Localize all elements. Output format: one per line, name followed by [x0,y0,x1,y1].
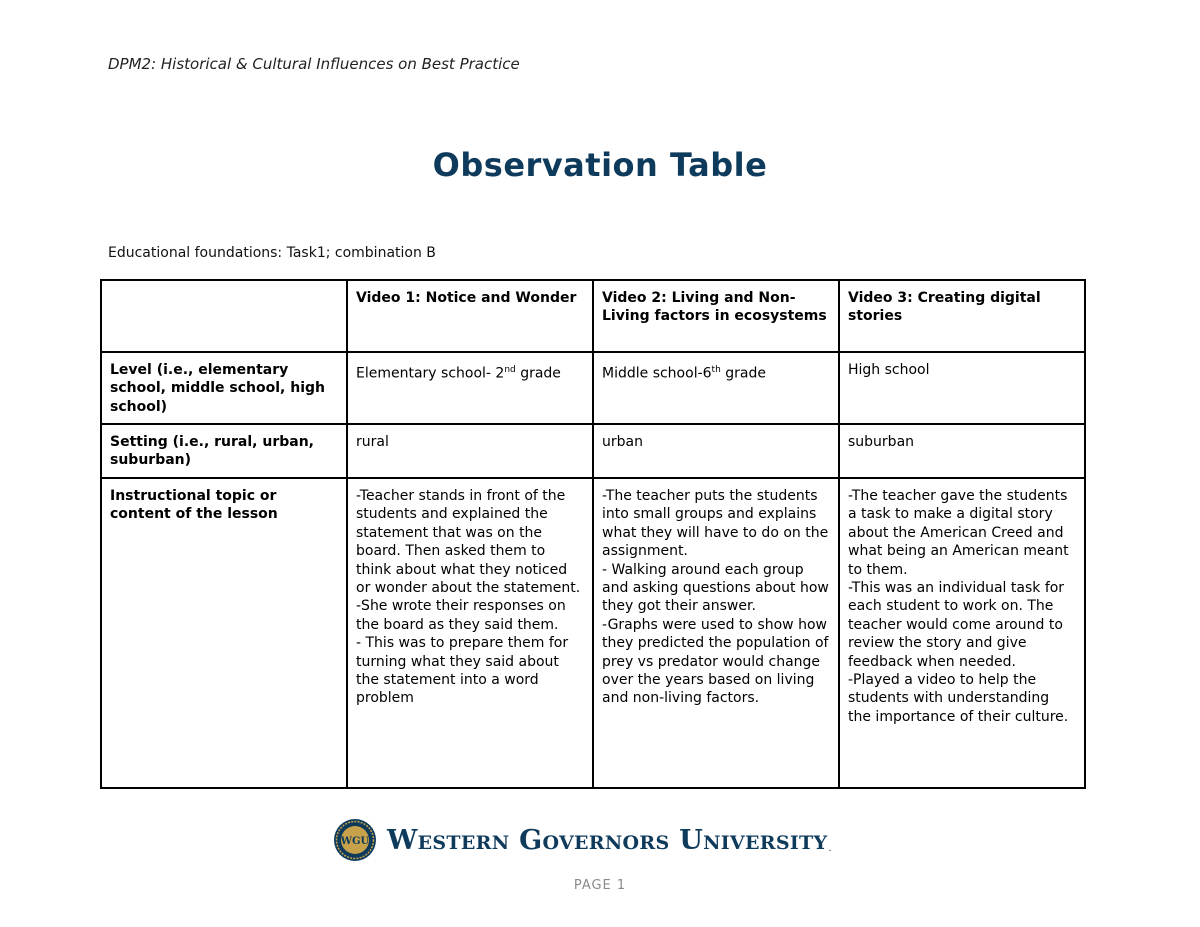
header-cell-video-3: Video 3: Creating digital stories [839,280,1085,352]
page-number: PAGE 1 [573,878,627,893]
table-row-topic [101,478,1085,788]
cell-setting-video-2: urban [593,424,839,478]
cell-setting-video-3: suburban [839,424,1085,478]
level-v1-text: Elementary school- 2 [356,365,505,382]
cell-topic-video-3: -The teacher gave the students a task to make a digital story about the American Creed and what being an American meant to them. -This was an individual task for each student to work on. The teacher would come around to review the story and give feedback when needed. -Played a video to help the students with understanding the importance of their culture. [839,478,1085,788]
level-v2-text: Middle school-6 [602,365,712,382]
trademark-mark: . [828,843,832,854]
cell-topic-video-2: -The teacher puts the students into small groups and explains what they will have to do on the assignment. - Walking around each group and asking questions about how they got their answer. -Graphs were used to show how they predicted the population of prey vs predator would change over the years based on living and non-living factors. [593,478,839,788]
level-v2-superscript: th [711,365,721,375]
document-subtitle: Educational foundations: Task1; combination B [108,245,436,261]
university-seal-icon [333,818,377,862]
table-row-setting [101,424,1085,478]
level-v1-superscript: nd [504,365,516,375]
university-wordmark: Western Governors University [387,824,828,856]
row-label-setting: Setting (i.e., rural, urban, suburban) [101,424,347,478]
cell-setting-video-1: rural [347,424,593,478]
university-logo [333,818,832,862]
level-v2-tail: grade [720,365,766,382]
cell-level-video-1 [347,352,593,424]
header-cell-empty [101,280,347,352]
table-header-row [101,280,1085,352]
table-row-level [101,352,1085,424]
header-cell-video-1: Video 1: Notice and Wonder [347,280,593,352]
cell-level-video-2 [593,352,839,424]
running-header: DPM2: Historical & Cultural Influences on Best Practice [108,55,520,73]
observation-table [100,279,1086,789]
cell-level-video-3: High school [839,352,1085,424]
level-v1-tail: grade [515,365,561,382]
seal-monogram: WGU [340,836,370,847]
cell-topic-video-1: -Teacher stands in front of the students and explained the statement that was on the board. Then asked them to think about what they noticed or wonder about the statement. -She wrote their responses on the board as they said them. - This was to prepare them for turning what they said about the statement into a word problem [347,478,593,788]
header-cell-video-2: Video 2: Living and Non-Living factors in ecosystems [593,280,839,352]
row-label-topic: Instructional topic or content of the lesson [101,478,347,788]
row-label-level: Level (i.e., elementary school, middle school, high school) [101,352,347,424]
page-title: Observation Table [432,146,768,184]
